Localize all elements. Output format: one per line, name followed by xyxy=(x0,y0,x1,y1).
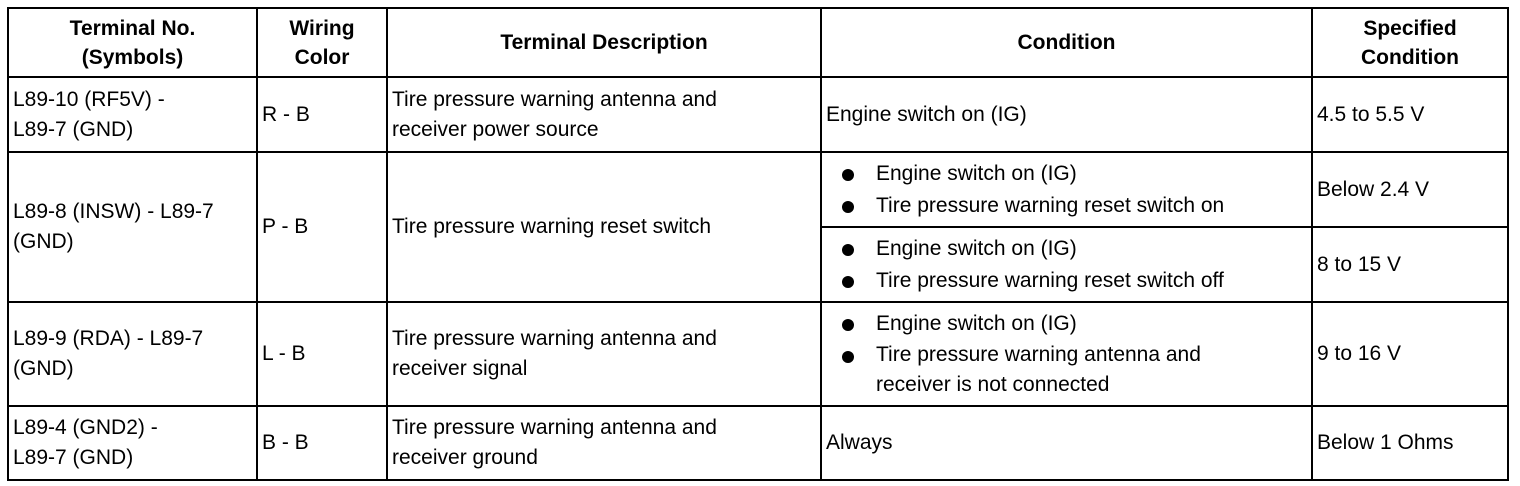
terminal-specification-table xyxy=(7,7,1509,481)
header-specified-line-1: Specified xyxy=(1363,16,1457,40)
terminal-line: (GND) xyxy=(13,230,74,253)
bullet-icon xyxy=(842,351,854,363)
list-item xyxy=(842,308,1307,340)
terminal-line: L89-4 (GND2) - xyxy=(13,416,158,439)
description-cell xyxy=(387,406,821,480)
description-line: receiver power source xyxy=(392,117,599,141)
wiring-cell: R - B xyxy=(257,77,387,152)
table-row xyxy=(8,77,1508,152)
header-wiring-line-1: Wiring xyxy=(289,16,355,40)
condition-list xyxy=(826,233,1307,297)
header-terminal-line-2: (Symbols) xyxy=(81,45,184,69)
description-cell xyxy=(387,152,821,302)
table-row xyxy=(8,152,1508,227)
condition-cell xyxy=(821,302,1312,406)
specified-cell: 8 to 15 V xyxy=(1312,227,1508,302)
list-item xyxy=(842,265,1307,297)
condition-cell xyxy=(821,152,1312,227)
description-line: Tire pressure warning reset switch xyxy=(392,215,711,238)
condition-text: Tire pressure warning reset switch off xyxy=(876,268,1224,292)
list-item xyxy=(842,158,1307,190)
specified-cell: 9 to 16 V xyxy=(1312,302,1508,406)
wiring-cell: B - B xyxy=(257,406,387,480)
condition-cell: Always xyxy=(821,406,1312,480)
condition-text: Engine switch on (IG) xyxy=(876,161,1077,185)
bullet-icon xyxy=(842,319,854,331)
header-terminal-line-1: Terminal No. xyxy=(69,16,196,40)
specified-cell: 4.5 to 5.5 V xyxy=(1312,77,1508,152)
description-cell xyxy=(387,77,821,152)
condition-list xyxy=(826,158,1307,222)
condition-text: Engine switch on (IG) xyxy=(876,236,1077,260)
terminal-line: L89-7 (GND) xyxy=(13,117,134,141)
header-wiring-line-2: Color xyxy=(294,45,350,69)
terminal-line: L89-10 (RF5V) - xyxy=(13,87,165,111)
condition-text: Engine switch on (IG) xyxy=(876,312,1077,335)
condition-cell xyxy=(821,227,1312,302)
terminal-line: L89-9 (RDA) - L89-7 xyxy=(13,327,204,350)
bullet-icon xyxy=(842,201,854,213)
header-wiring xyxy=(257,8,387,77)
description-line: receiver ground xyxy=(392,446,538,469)
table-row xyxy=(8,302,1508,406)
terminal-line: L89-8 (INSW) - L89-7 xyxy=(13,200,214,223)
terminal-cell xyxy=(8,152,257,302)
header-row xyxy=(8,8,1508,77)
specified-cell: Below 1 Ohms xyxy=(1312,406,1508,480)
specified-cell: Below 2.4 V xyxy=(1312,152,1508,227)
terminal-cell xyxy=(8,406,257,480)
list-item xyxy=(842,190,1307,222)
terminal-line: L89-7 (GND) xyxy=(13,446,134,469)
description-line: Tire pressure warning antenna and xyxy=(392,87,717,111)
list-item xyxy=(842,340,1307,400)
terminal-line: (GND) xyxy=(13,357,74,380)
bullet-icon xyxy=(842,276,854,288)
list-item xyxy=(842,233,1307,265)
wiring-cell: L - B xyxy=(257,302,387,406)
header-terminal xyxy=(8,8,257,77)
condition-text: receiver is not connected xyxy=(876,373,1110,396)
wiring-cell: P - B xyxy=(257,152,387,302)
description-cell xyxy=(387,302,821,406)
condition-text: Tire pressure warning reset switch on xyxy=(876,193,1225,217)
header-specified-line-2: Condition xyxy=(1361,45,1459,69)
header-condition: Condition xyxy=(821,8,1312,77)
condition-list xyxy=(826,308,1307,400)
bullet-icon xyxy=(842,244,854,256)
condition-text: Tire pressure warning antenna and xyxy=(876,343,1201,366)
header-description: Terminal Description xyxy=(387,8,821,77)
description-line: Tire pressure warning antenna and xyxy=(392,327,717,350)
description-line: receiver signal xyxy=(392,357,528,380)
header-specified xyxy=(1312,8,1508,77)
condition-cell: Engine switch on (IG) xyxy=(821,77,1312,152)
table-row xyxy=(8,406,1508,480)
terminal-cell xyxy=(8,302,257,406)
bullet-icon xyxy=(842,169,854,181)
terminal-cell xyxy=(8,77,257,152)
description-line: Tire pressure warning antenna and xyxy=(392,416,717,439)
